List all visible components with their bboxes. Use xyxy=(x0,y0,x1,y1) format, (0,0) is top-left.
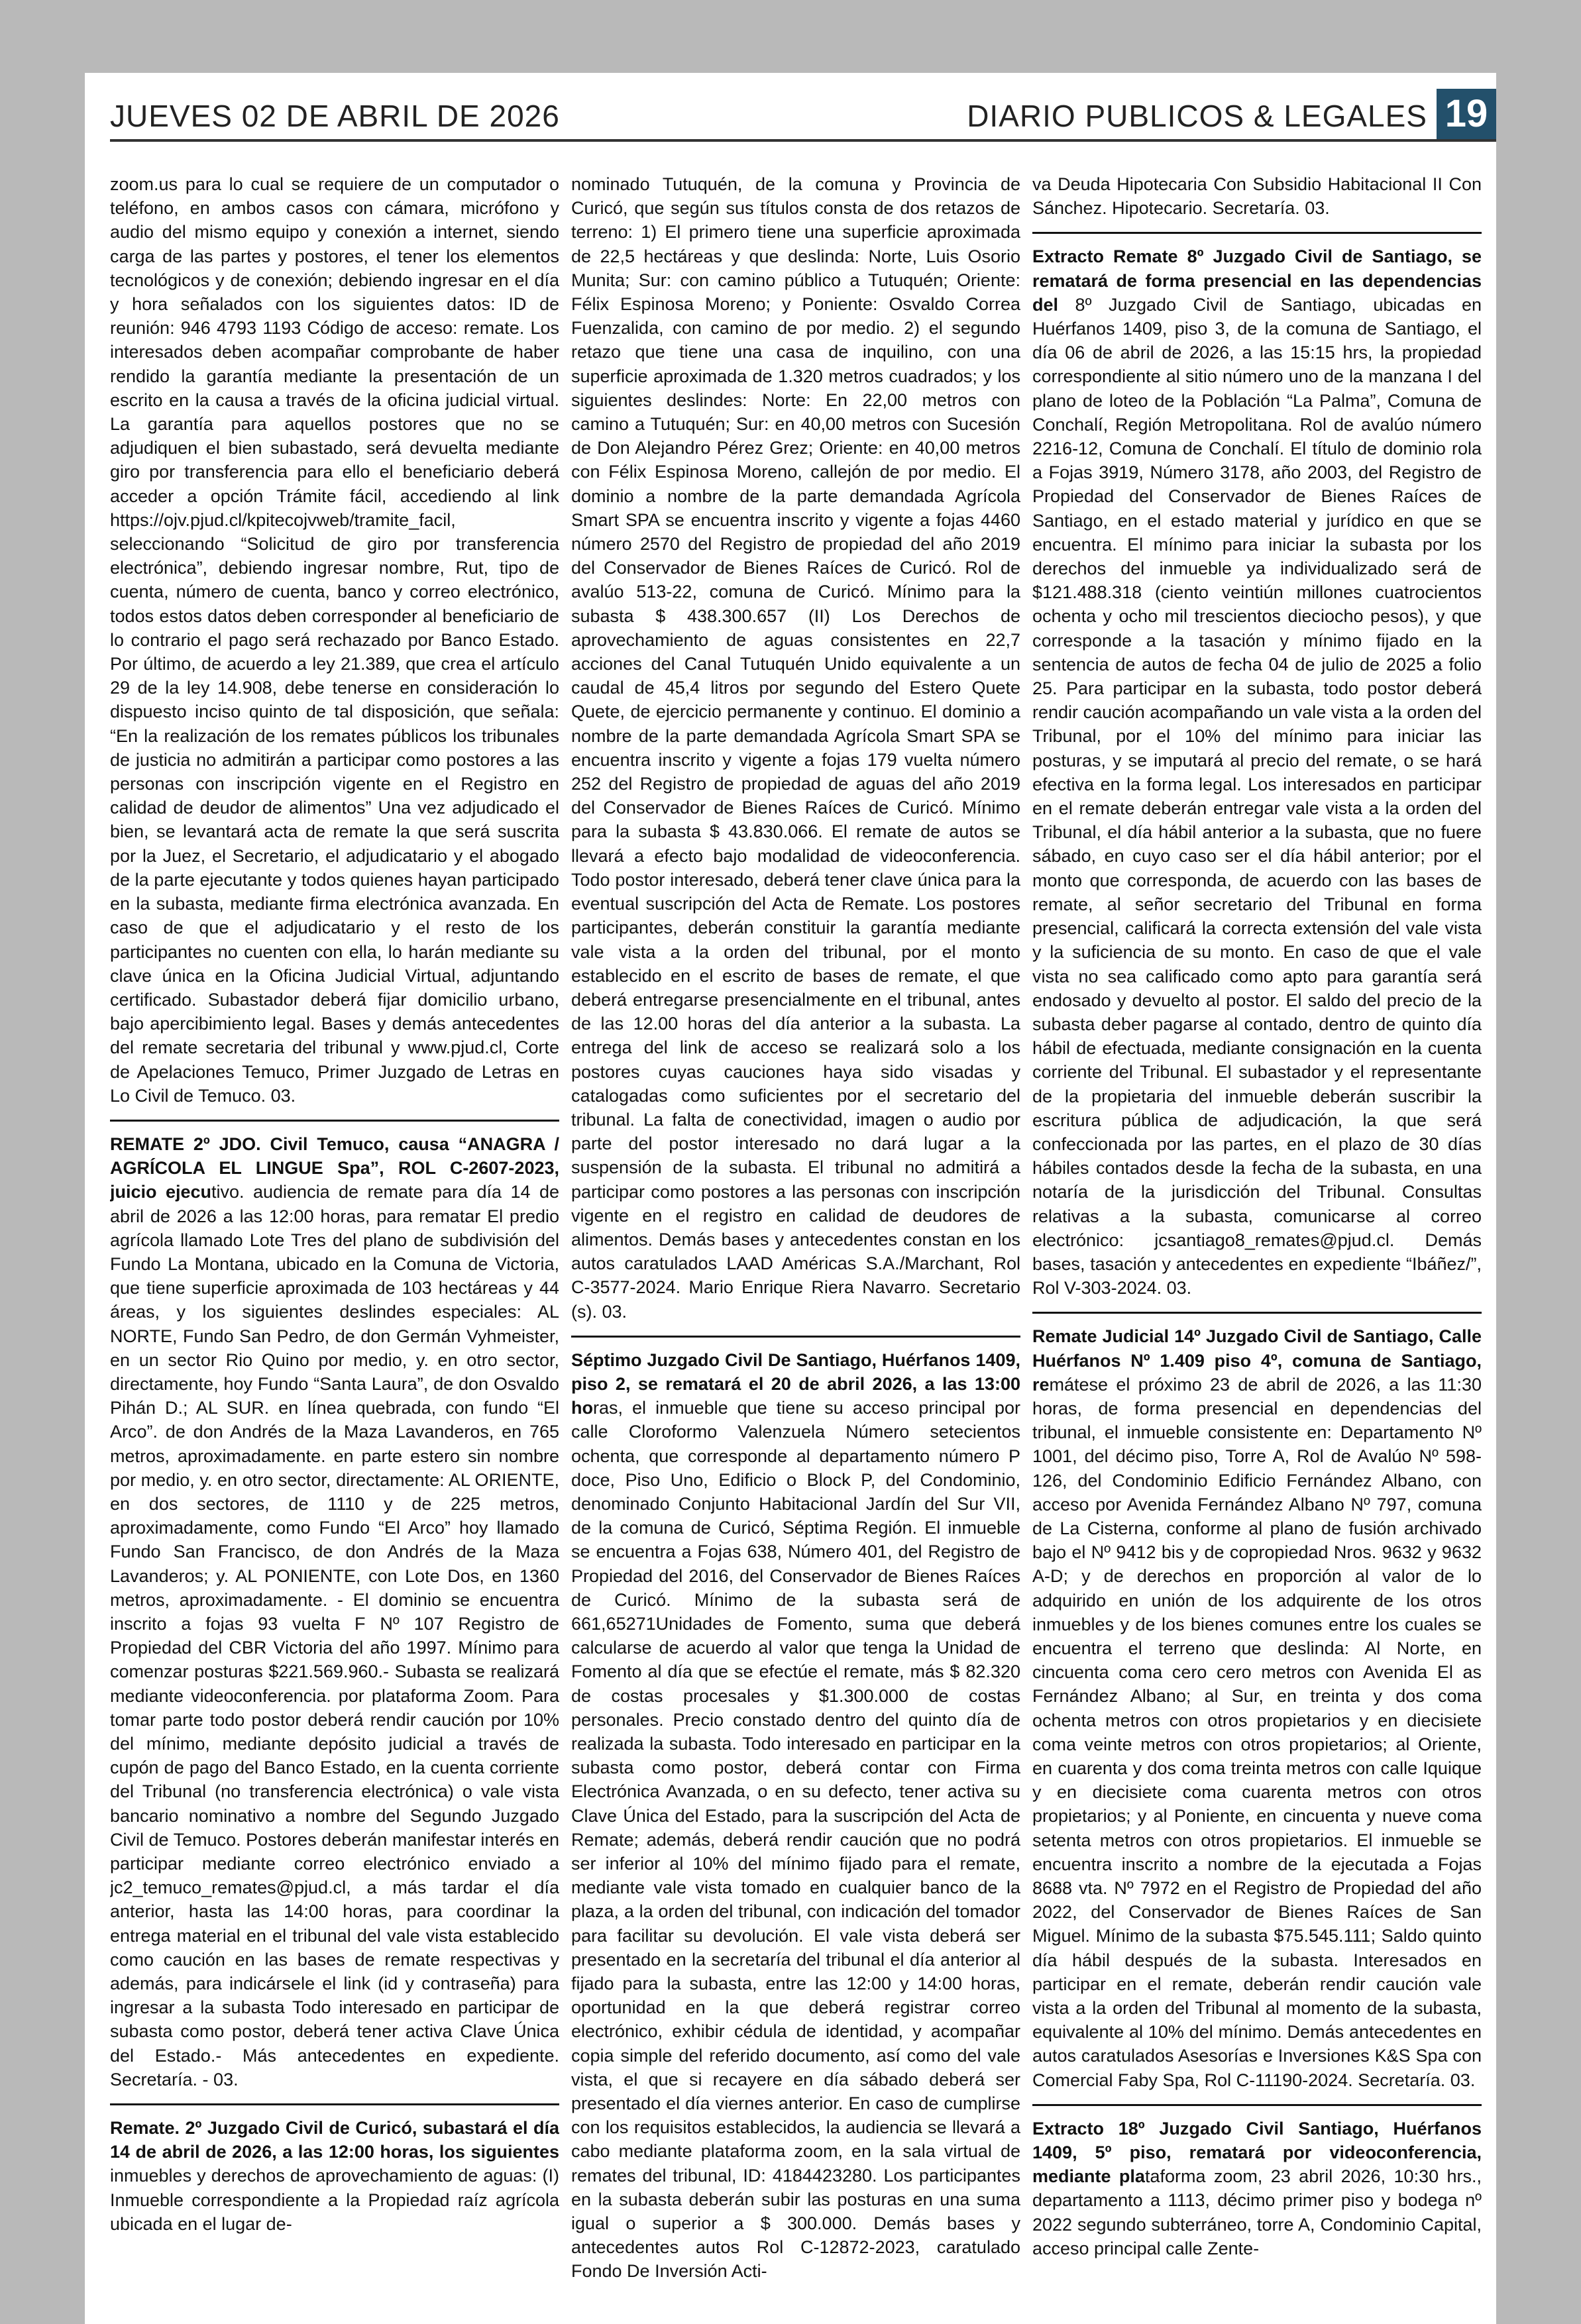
notice xyxy=(1032,244,1482,1300)
issue-date: JUEVES 02 DE ABRIL DE 2026 xyxy=(110,99,560,133)
notice xyxy=(1032,1324,1482,2092)
notice xyxy=(110,172,559,1108)
notice-divider xyxy=(571,1336,1020,1338)
publication-title: DIARIO PUBLICOS & LEGALES xyxy=(967,99,1427,133)
column-1 xyxy=(110,172,559,2305)
notice-body: 8º Juzgado Civil de Santiago, ubicadas en Huérfanos 1409, piso 3, de la comuna de Santiago, el día 06 de abril de 2026, a las 15:15 hrs, la propiedad correspondiente al sitio número uno de la manzana I del plano de loteo de la Población “La Palma”, Comuna de Conchalí, Región Metropolitana. Rol de avalúo número 2216-12, Comuna de Conchalí. El título de dominio rola a Fojas 3919, Número 3178, año 2003, del Registro de Propiedad del Conservador de Bienes Raíces de Santiago, en el estado material y jurídico en que se encuentra. El mínimo para iniciar la subasta por los derechos del inmueble ya individualizado será de $121.488.318 (ciento veintiún millones cuatrocientos ochenta y ocho mil trescientos dieciocho pesos), y que corresponde a la tasación y mínimo fijado en la sentencia de autos de fecha 04 de julio de 2025 a folio 25. Para participar en la subasta, todo postor deberá rendir caución acompañando un vale vista a la orden del Tribunal, por el 10% del mínimo para iniciar las posturas, y se imputará al precio del remate, o se hará efectiva en la forma legal. Los interesados en participar en el remate deberán entregar vale vista a la orden del Tribunal, el día hábil anterior a la subasta, que no fuere sábado, en cuyo caso ser el día hábil anterior; por el monto que corresponda, de acuerdo con las bases de remate, al señor secretario del Tribunal en forma presencial, calificará la correcta extensión del vale vista y la suficiencia de su monto. En caso de que el vale vista no sea calificado como apto para garantía será endosado y devuelto al postor. El saldo del precio de la subasta deber pagarse al contado, dentro de quinto día hábil de efectuada, mediante consignación en la cuenta corriente del Tribunal. El subastador y el representante de la propietaria del inmueble deberán suscribir la escritura pública de adjudicación, la que será confeccionada por las partes, en el plazo de 30 días hábiles contados desde la fecha de la subasta, en una notaría de la jurisdicción del Tribunal. Consultas relativas a la subasta, comunicarse al correo electrónico: jcsantiago8_remates@pjud.cl. Demás bases, tasación y antecedentes en expediente “Ibáñez/”, Rol V-303-2024. 03. xyxy=(1032,294,1482,1298)
notice-body: taforma zoom, 23 abril 2026, 10:30 hrs., departamento a 1113, décimo primer piso y bodega nº 2022 segundo subterráneo, torre A, Condominio Capital, acceso principal calle Zente- xyxy=(1032,2166,1482,2258)
notice-lead: Remate. 2º Juzgado Civil de Curicó, subastará el día 14 de abril de 2026, a las 12:00 horas, los siguientes xyxy=(110,2118,559,2162)
notice xyxy=(1032,172,1482,220)
newspaper-page xyxy=(85,73,1496,2324)
notice xyxy=(1032,2117,1482,2260)
text-columns xyxy=(110,172,1482,2305)
column-3 xyxy=(1032,172,1482,2305)
notice-divider xyxy=(110,2103,559,2105)
notice-lead: REMATE 2º JDO. Civil Temuco, causa “ANAGRA / AGRÍCOLA EL LINGUE Spa”, ROL C-2607-2023, juicio ejecu xyxy=(110,1134,559,1202)
notice-divider xyxy=(1032,1312,1482,1314)
notice-lead: Remate Judicial 14º Juzgado Civil de Santiago, Calle Huérfanos Nº 1.409 piso 4º, comuna de Santiago, re xyxy=(1032,1326,1482,1395)
notice-body: nominado Tutuquén, de la comuna y Provincia de Curicó, que según sus títulos consta de dos retazos de terreno: 1) El primero tiene una superficie aproximada de 22,5 hectáreas y que deslinda: Norte, Luis Osorio Munita; Sur: con camino público a Tutuquén; Oriente: Félix Espinosa Moreno; y Poniente: Osvaldo Correa Fuenzalida, con camino de por medio. 2) el segundo retazo que tiene una casa de inquilino, con una superficie aproximada de 1.320 metros cuadrados; y los siguientes deslindes: Norte: En 22,00 metros con camino a Tutuquén; Sur: en 40,00 metros con Sucesión de Don Alejandro Pérez Grez; Oriente: en 40,00 metros con Félix Espinosa Moreno, callejón de por medio. El dominio a nombre de la parte demandada Agrícola Smart SPA se encuentra inscrito y vigente a fojas 4460 número 2570 del Registro de propiedad del año 2019 del Conservador de Bienes Raíces de Curicó. Rol de avalúo 513-22, comuna de Curicó. Mínimo para la subasta $ 438.300.657 (II) Los Derechos de aprovechamiento de aguas consistentes en 22,7 acciones del Canal Tutuquén Unido equivalente a un caudal de 45,4 litros por segundo del Estero Quete Quete, de ejercicio permanente y continuo. El dominio a nombre de la parte demandada Agrícola Smart SPA se encuentra inscrito y vigente a fojas 179 vuelta número 252 del Registro de propiedad de aguas del año 2019 del Conservador de Bienes Raíces de Curicó. Mínimo para la subasta $ 43.830.066. El remate de autos se llevará a efecto bajo modalidad de videoconferencia. Todo postor interesado, deberá tener clave única para la eventual suscripción del Acta de Remate. Los postores participantes, deberán constituir la garantía mediante vale vista a la orden del tribunal, por el monto establecido en el escrito de bases de remate, el que deberá entregarse presencialmente en el tribunal, antes de las 12.00 horas del día anterior a la subasta. La entrega del link de acceso se realizará solo a los postores cuyas cauciones haya sido visadas y catalogadas como suficientes por el secretario del tribunal. La falta de conectividad, imagen o audio por parte del postor interesado no dará lugar a la suspensión de la subasta. El tribunal no admitirá a participar como postores a las personas con inscripción vigente en el registro en calidad de deudores de alimentos. Demás bases y antecedentes constan en los autos caratulados LAAD Américas S.A./Marchant, Rol C-3577-2024. Mario Enrique Riera Navarro. Secretario (s). 03. xyxy=(571,174,1020,1322)
notice-body: ras, el inmueble que tiene su acceso principal por calle Cloroformo Valenzuela Número setecientos ochenta, que corresponde al departamento número P doce, Piso Uno, Edificio o Block P, del Condominio, denominado Conjunto Habitacional Jardín del Sur VII, de la comuna de Curicó, Séptima Región. El inmueble se encuentra a Fojas 638, Número 401, del Registro de Propiedad del 2016, del Conservador de Bienes Raíces de Curicó. Mínimo de la subasta será de 661,65271Unidades de Fomento, suma que deberá calcularse de acuerdo al valor que tenga la Unidad de Fomento al día que se efectúe el remate, más $ 82.320 de costas procesales y $1.300.000 de costas personales. Precio constado dentro del quinto día de realizada la subasta. Todo interesado en participar en la subasta como postor, deberá contar con Firma Electrónica Avanzada, o en su defecto, tener activa su Clave Única del Estado, para la suscripción del Acta de Remate; además, deberá rendir caución que no podrá ser inferior al 10% del mínimo fijado para el remate, mediante vale vista tomado en cualquier banco de la plaza, a la orden del tribunal, con indicación del tomador para facilitar su devolución. El vale vista deberá ser presentado en la secretaría del tribunal el día anterior al fijado para la subasta, entre las 12:00 y 14:00 horas, oportunidad en la que deberá registrar correo electrónico, exhibir cédula de identidad, y acompañar copia simple del referido documento, así como del vale vista, el que si recayere en día sábado deberá ser presentado el día viernes anterior. En caso de cumplirse con los requisitos establecidos, la audiencia se llevará a cabo mediante plataforma zoom, en la sala virtual de remates del tribunal, ID: 4184423280. Los participantes en la subasta deberán subir las posturas en una suma igual o superior a $ 300.000. Demás bases y antecedentes autos Rol C-12872-2023, caratulado Fondo De Inversión Acti- xyxy=(571,1398,1020,2282)
notice-body: tivo. audiencia de remate para día 14 de abril de 2026 a las 12:00 horas, para rematar El predio agrícola llamado Lote Tres del plano de subdivisión del Fundo La Montana, ubicado en la Comuna de Victoria, que tiene superficie aproximada de 103 hectáreas y 44 áreas, y los siguientes deslindes especiales: AL NORTE, Fundo San Pedro, de don Germán Vyhmeister, en un sector Rio Quino por medio, y. en otro sector, directamente, hoy Fundo “Santa Laura”, de don Osvaldo Pihán D.; AL SUR. en línea quebrada, con fundo “El Arco”. de don Andrés de la Maza Lavanderos, en 765 metros, aproximadamente. en parte estero sin nombre por medio, y. en otro sector, directamente: AL ORIENTE, en dos sectores, de 1110 y de 225 metros, aproximadamente, como Fundo “El Arco” hoy llamado Fundo San Francisco, de don Andrés de la Maza Lavanderos; y. AL PONIENTE, con Lote Dos, en 1360 metros, aproximadamente. - El dominio se encuentra inscrito a fojas 93 vuelta F Nº 107 Registro de Propiedad del CBR Victoria del año 1997. Mínimo para comenzar posturas $221.569.960.- Subasta se realizará mediante videoconferencia. por plataforma Zoom. Para tomar parte todo postor deberá rendir caución por 10% del mínimo, mediante depósito judicial a través de cupón de pago del Banco Estado, en la cuenta corriente del Tribunal (no transferencia electrónica) o vale vista bancario nominativo a nombre del Segundo Juzgado Civil de Temuco. Postores deberán manifestar interés en participar mediante correo electrónico enviado a jc2_temuco_remates@pjud.cl, a más tardar el día anterior, hasta las 14:00 horas, para coordinar la entrega material en el tribunal del vale vista establecido como caución en las bases de remate respectivas y además, para indicársele el link (id y contraseña) para ingresar a la subasta Todo interesado en participar de subasta como postor, deberá tener activa Clave Única del Estado.- Más antecedentes en expediente. Secretaría. - 03. xyxy=(110,1182,559,2089)
column-2 xyxy=(571,172,1020,2305)
notice-body: zoom.us para lo cual se requiere de un computador o teléfono, en ambos casos con cámara, micrófono y audio del mismo equipo y conexión a internet, siendo carga de las partes y postores, el tener los elementos tecnológicos y de conexión; debiendo ingresar en el día y hora señalados con los siguientes datos: ID de reunión: 946 4793 1193 Código de acceso: remate. Los interesados deben acompañar comprobante de haber rendido la garantía mediante la presentación de un escrito en la causa a través de la oficina judicial virtual. La garantía para aquellos postores que no se adjudiquen el bien subastado, será devuelta mediante giro por transferencia para ello el beneficiario deberá acceder a opción Trámite fácil, accediendo al link https://ojv.pjud.cl/kpitecojvweb/tramite_facil, seleccionando “Solicitud de giro por transferencia electrónica”, debiendo ingresar nombre, Rut, tipo de cuenta, número de cuenta, banco y correo electrónico, todos estos datos deben corresponder al beneficiario de lo contrario el pago será rechazado por Banco Estado. Por último, de acuerdo a ley 21.389, que crea el artículo 29 de la ley 14.908, debe tenerse en consideración lo dispuesto inciso quinto de tal disposición, que señala: “En la realización de los remates públicos los tribunales de justicia no admitirán a participar como postores a las personas con inscripción vigente en el Registro en calidad de deudor de alimentos” Una vez adjudicado el bien, se levantará acta de remate la que será suscrita por la Juez, el Secretario, el adjudicatario y el abogado de la parte ejecutante y todos quienes hayan participado en la subasta, mediante firma electrónica avanzada. En caso de que el adjudicatario y el resto de los participantes no cuenten con ella, lo harán mediante su clave única en la Oficina Judicial Virtual, adjuntando certificado. Subastador deberá fijar domicilio urbano, bajo apercibimiento legal. Bases y demás antecedentes del remate secretaria del tribunal y www.pjud.cl, Corte de Apelaciones Temuco, Primer Juzgado de Letras en Lo Civil de Temuco. 03. xyxy=(110,174,559,1106)
page-header xyxy=(110,86,1496,142)
notice-lead: Extracto Remate 8º Juzgado Civil de Santiago, se rematará de forma presencial en las dependencias del xyxy=(1032,246,1482,315)
notice xyxy=(110,2116,559,2236)
notice-lead: Séptimo Juzgado Civil De Santiago, Huérfanos 1409, piso 2, se rematará el 20 de abril 2026, a las 13:00 ho xyxy=(571,1349,1020,1418)
notice-body: mátese el próximo 23 de abril de 2026, a las 11:30 horas, de forma presencial en dependencias del tribunal, el inmueble consistente en: Departamento Nº 1001, del décimo piso, Torre A, Rol de Avalúo Nº 598-126, del Condominio Edificio Fernández Albano, con acceso por Avenida Fernández Albano Nº 797, comuna de La Cisterna, conforme al plano de fusión archivado bajo el Nº 9412 bis y de copropiedad Nros. 9632 y 9632 A-D; y de derechos en proporción al valor de lo adquirido en unión de los adquirente de los otros inmuebles y de los bienes comunes entre los cuales se encuentra el terreno que deslinda: Al Norte, en cincuenta coma cero cero metros con Avenida El as Fernández Albano; al Sur, en treinta y dos coma ochenta metros con otros propietarios y en diecisiete coma veinte metros con otros propietarios; al Oriente, en cuarenta y dos coma treinta metros con calle Iquique y en diecisiete coma cuarenta metros con otros propietarios; y al Poniente, en cincuenta y nueve coma setenta metros con otros propietarios. El inmueble se encuentra inscrito a nombre de la ejecutada a Fojas 8688 vta. Nº 7972 en el Registro de Propiedad del año 2022, del Conservador de Bienes Raíces de San Miguel. Mínimo de la subasta $75.545.111; Saldo quinto día hábil después de la subasta. Interesados en participar en el remate, deberán rendir caución vale vista a la orden del Tribunal al momento de la subasta, equivalente al 10% del mínimo. Demás antecedentes en autos caratulados Asesorías e Inversiones K&S Spa con Comercial Faby Spa, Rol C-11190-2024. Secretaría. 03. xyxy=(1032,1374,1482,2090)
notice-divider xyxy=(1032,2104,1482,2106)
notice xyxy=(571,1348,1020,2284)
page-number: 19 xyxy=(1437,89,1496,139)
notice-lead: Extracto 18º Juzgado Civil Santiago, Huérfanos 1409, 5º piso, rematará por videoconferencia, mediante pla xyxy=(1032,2118,1482,2187)
notice-divider xyxy=(110,1120,559,1122)
notice xyxy=(571,172,1020,1324)
notice-body: va Deuda Hipotecaria Con Subsidio Habitacional II Con Sánchez. Hipotecario. Secretaría. 03. xyxy=(1032,174,1482,219)
notice-divider xyxy=(1032,232,1482,234)
notice xyxy=(110,1132,559,2091)
notice-body: inmuebles y derechos de aprovechamiento de aguas: (I) Inmueble correspondiente a la Propiedad raíz agrícola ubicada en el lugar de- xyxy=(110,2166,559,2234)
